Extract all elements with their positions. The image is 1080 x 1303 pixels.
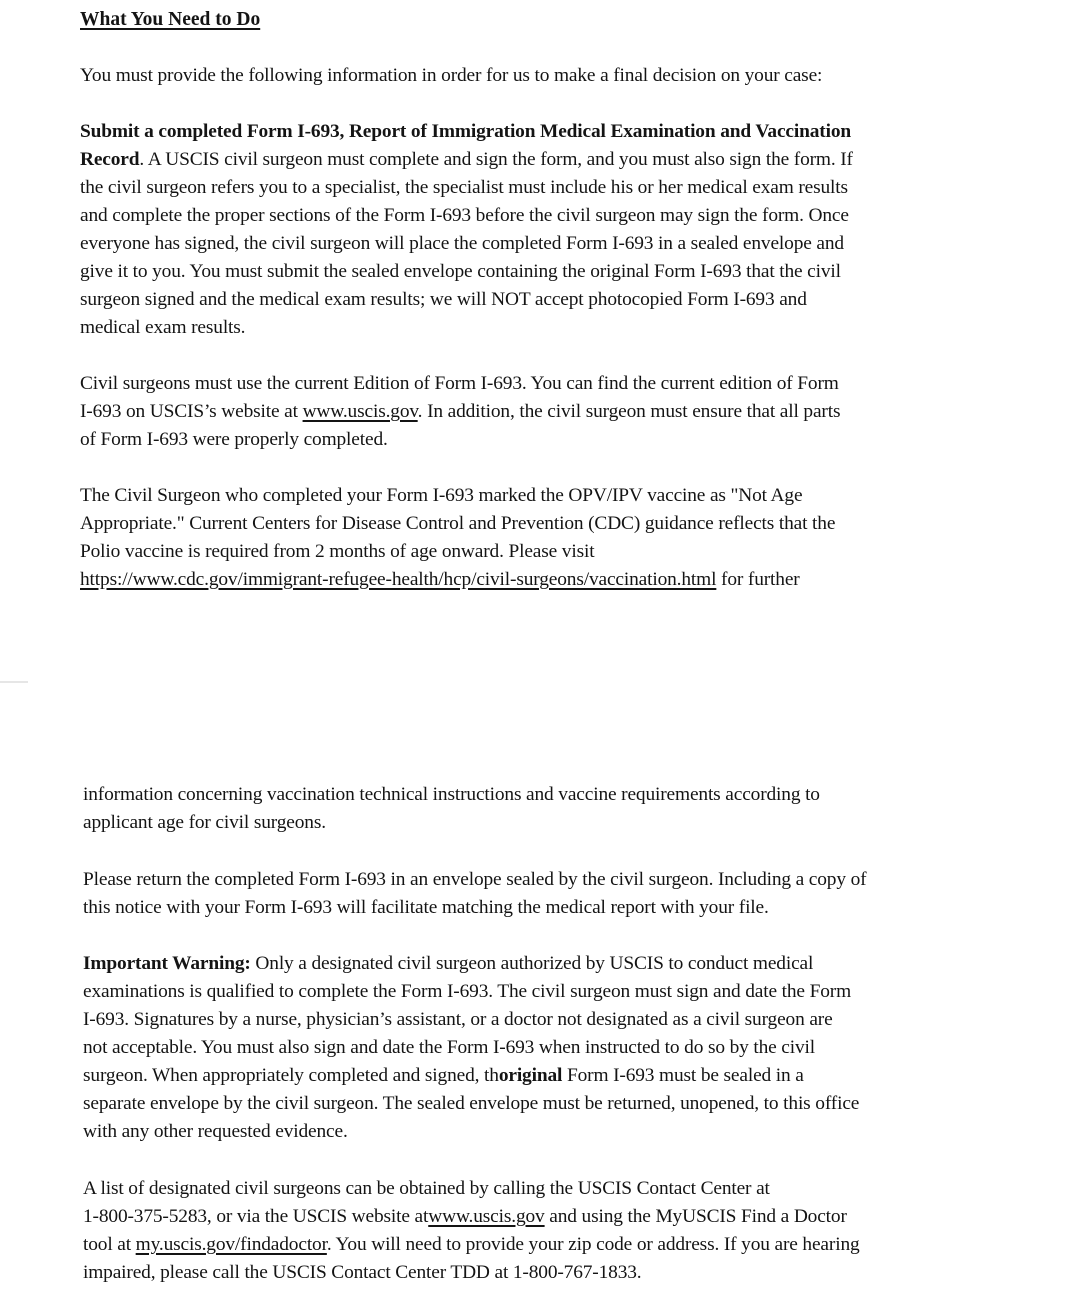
submit-text: surgeon signed and the medical exam results; we will NOT accept photocopied Form I-693 and (80, 289, 807, 310)
edition-text: I-693 on USCIS’s website at (80, 401, 303, 422)
warning-text: examinations is qualified to complete the Form I-693. The civil surgeon must sign and date the Form (83, 981, 851, 1002)
section-heading: What You Need to Do (80, 9, 261, 30)
warning-text: with any other requested evidence. (83, 1121, 348, 1142)
submit-text: give it to you. You must submit the sealed envelope containing the original Form I-693 that the civil (80, 261, 841, 282)
contact-text: A list of designated civil surgeons can be obtained by calling the USCIS Contact Center at (83, 1178, 770, 1199)
edition-text: Civil surgeons must use the current Edition of Form I-693. You can find the current edition of Form (80, 373, 839, 394)
submit-text: medical exam results. (80, 317, 246, 338)
edition-text: . In addition, the civil surgeon must ensure that all parts (417, 401, 841, 422)
polio-text: information concerning vaccination technical instructions and vaccine requirements according to (83, 784, 820, 805)
polio-text: for further (716, 569, 800, 590)
submit-text: . A USCIS civil surgeon must complete and sign the form, and you must also sign the form. If (139, 149, 853, 170)
polio-text: Polio vaccine is required from 2 months of age onward. Please visit (80, 541, 595, 562)
submit-text: the civil surgeon refers you to a specialist, the specialist must include his or her medical exam results (80, 177, 848, 198)
warning-text: not acceptable. You must also sign and date the Form I-693 when instructed to do so by the civil (83, 1037, 816, 1058)
intro-text: You must provide the following information in order for us to make a final decision on your case: (80, 65, 823, 86)
edition-text: of Form I-693 were properly completed. (80, 429, 388, 450)
uscis-website-link[interactable]: www.uscis.gov (428, 1206, 545, 1227)
original-bold: original (498, 1065, 563, 1086)
return-text: this notice with your Form I-693 will facilitate matching the medical report with your file. (83, 897, 769, 918)
uscis-website-link[interactable]: www.uscis.gov (302, 401, 418, 422)
contact-text: tool at (83, 1234, 136, 1255)
polio-text: Appropriate." Current Centers for Disease Control and Prevention (CDC) guidance reflects that the (80, 513, 836, 534)
warning-text: surgeon. When appropriately completed and signed, th (83, 1065, 499, 1086)
warning-text: Only a designated civil surgeon authorized by USCIS to conduct medical (250, 953, 814, 974)
submit-text: everyone has signed, the civil surgeon will place the completed Form I-693 in a sealed envelope and (80, 233, 844, 254)
contact-text: . You will need to provide your zip code or address. If you are hearing (326, 1234, 860, 1255)
contact-text: impaired, please call the USCIS Contact Center TDD at 1-800-767-1833. (83, 1262, 642, 1283)
submit-bold-record: Record (80, 149, 140, 170)
polio-text: applicant age for civil surgeons. (83, 812, 326, 833)
find-a-doctor-link[interactable]: my.uscis.gov/findadoctor (135, 1234, 327, 1255)
submit-bold-lead: Submit a completed Form I-693, Report of Immigration Medical Examination and Vaccination (80, 121, 852, 142)
contact-text: 1-800-375-5283, or via the USCIS website at (83, 1206, 429, 1227)
warning-label: Important Warning: (83, 953, 251, 974)
warning-text: separate envelope by the civil surgeon. The sealed envelope must be returned, unopened, to this office (83, 1093, 860, 1114)
polio-text: The Civil Surgeon who completed your Form I-693 marked the OPV/IPV vaccine as "Not Age (80, 485, 803, 506)
warning-text: Form I-693 must be sealed in a (562, 1065, 804, 1086)
warning-text: I-693. Signatures by a nurse, physician’s assistant, or a doctor not designated as a civil surgeon are (83, 1009, 833, 1030)
return-text: Please return the completed Form I-693 in an envelope sealed by the civil surgeon. Including a copy of (83, 869, 867, 890)
submit-text: and complete the proper sections of the Form I-693 before the civil surgeon may sign the form. Once (80, 205, 849, 226)
contact-text: and using the MyUSCIS Find a Doctor (544, 1206, 847, 1227)
cdc-vaccination-link[interactable]: https://www.cdc.gov/immigrant-refugee-health/hcp/civil-surgeons/vaccination.html (80, 569, 717, 590)
scan-artifact (0, 681, 28, 683)
